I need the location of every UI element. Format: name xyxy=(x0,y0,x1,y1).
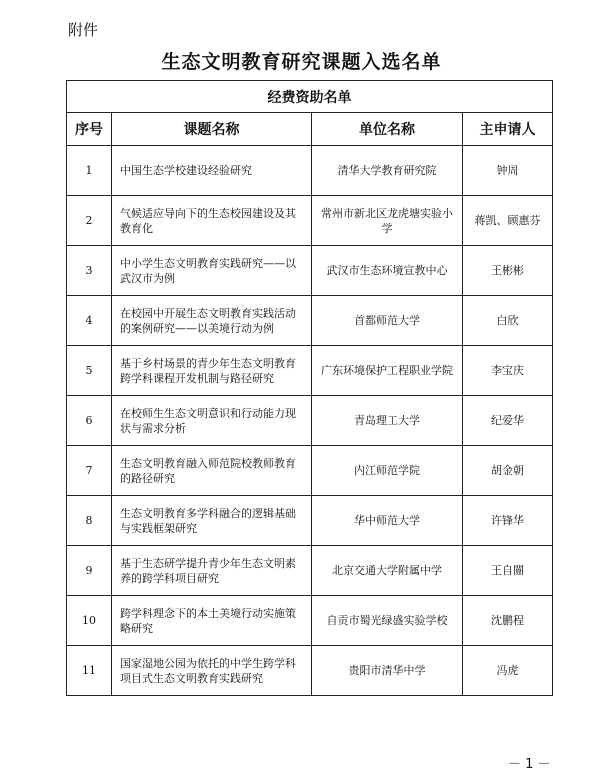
table-row xyxy=(67,196,553,246)
cell-number: 3 xyxy=(67,246,112,296)
page-number: － 1 － xyxy=(508,757,551,772)
cell-number: 10 xyxy=(67,596,112,646)
table-row xyxy=(67,146,553,196)
cell-topic: 基于乡村场景的青少年生态文明教育跨学科课程开发机制与路径研究 xyxy=(112,346,312,396)
header-applicant: 主申请人 xyxy=(463,113,553,146)
table-row xyxy=(67,646,553,696)
cell-number: 6 xyxy=(67,396,112,446)
cell-number: 11 xyxy=(67,646,112,696)
table-row xyxy=(67,446,553,496)
cell-topic: 跨学科理念下的本土美境行动实施策略研究 xyxy=(112,596,312,646)
cell-topic: 生态文明教育融入师范院校教师教育的路径研究 xyxy=(112,446,312,496)
table-caption-row xyxy=(67,81,553,113)
cell-applicant: 许锋华 xyxy=(463,496,553,546)
cell-unit: 常州市新北区龙虎塘实验小学 xyxy=(312,196,463,246)
table-row xyxy=(67,346,553,396)
table-row xyxy=(67,546,553,596)
cell-topic: 中国生态学校建设经验研究 xyxy=(112,146,312,196)
cell-number: 5 xyxy=(67,346,112,396)
table-row xyxy=(67,496,553,546)
cell-number: 2 xyxy=(67,196,112,246)
header-topic: 课题名称 xyxy=(112,113,312,146)
header-no: 序号 xyxy=(67,113,112,146)
cell-applicant: 沈鹏程 xyxy=(463,596,553,646)
table-row xyxy=(67,596,553,646)
cell-number: 7 xyxy=(67,446,112,496)
cell-unit: 首都师范大学 xyxy=(312,296,463,346)
cell-topic: 在校园中开展生态文明教育实践活动的案例研究——以美境行动为例 xyxy=(112,296,312,346)
cell-number: 9 xyxy=(67,546,112,596)
cell-unit: 青岛理工大学 xyxy=(312,396,463,446)
cell-unit: 北京交通大学附属中学 xyxy=(312,546,463,596)
selection-table xyxy=(66,80,553,696)
cell-unit: 贵阳市清华中学 xyxy=(312,646,463,696)
cell-applicant: 蒋凯、顾惠芬 xyxy=(463,196,553,246)
cell-applicant: 胡金朝 xyxy=(463,446,553,496)
attachment-label: 附件 xyxy=(68,21,99,39)
cell-applicant: 王彬彬 xyxy=(463,246,553,296)
cell-unit: 广东环境保护工程职业学院 xyxy=(312,346,463,396)
table-row xyxy=(67,396,553,446)
cell-number: 1 xyxy=(67,146,112,196)
table-row xyxy=(67,246,553,296)
cell-applicant: 纪爱华 xyxy=(463,396,553,446)
header-unit: 单位名称 xyxy=(312,113,463,146)
cell-topic: 中小学生态文明教育实践研究——以武汉市为例 xyxy=(112,246,312,296)
table-header-row xyxy=(67,113,553,146)
table-body xyxy=(67,146,553,696)
cell-number: 4 xyxy=(67,296,112,346)
cell-unit: 武汉市生态环境宣教中心 xyxy=(312,246,463,296)
cell-applicant: 李宝庆 xyxy=(463,346,553,396)
cell-applicant: 钟周 xyxy=(463,146,553,196)
cell-topic: 国家湿地公园为依托的中学生跨学科项目式生态文明教育实践研究 xyxy=(112,646,312,696)
cell-applicant: 冯虎 xyxy=(463,646,553,696)
cell-applicant: 王自闓 xyxy=(463,546,553,596)
cell-unit: 自贡市蜀光绿盛实验学校 xyxy=(312,596,463,646)
table-caption: 经费资助名单 xyxy=(67,81,553,113)
cell-topic: 在校师生生态文明意识和行动能力现状与需求分析 xyxy=(112,396,312,446)
cell-applicant: 白欣 xyxy=(463,296,553,346)
cell-topic: 气候适应导向下的生态校园建设及其教育化 xyxy=(112,196,312,246)
cell-topic: 生态文明教育多学科融合的逻辑基础与实践框架研究 xyxy=(112,496,312,546)
cell-unit: 华中师范大学 xyxy=(312,496,463,546)
cell-unit: 内江师范学院 xyxy=(312,446,463,496)
cell-topic: 基于生态研学提升青少年生态文明素养的跨学科项目研究 xyxy=(112,546,312,596)
document-title: 生态文明教育研究课题入选名单 xyxy=(161,51,442,73)
table-row xyxy=(67,296,553,346)
cell-number: 8 xyxy=(67,496,112,546)
cell-unit: 清华大学教育研究院 xyxy=(312,146,463,196)
